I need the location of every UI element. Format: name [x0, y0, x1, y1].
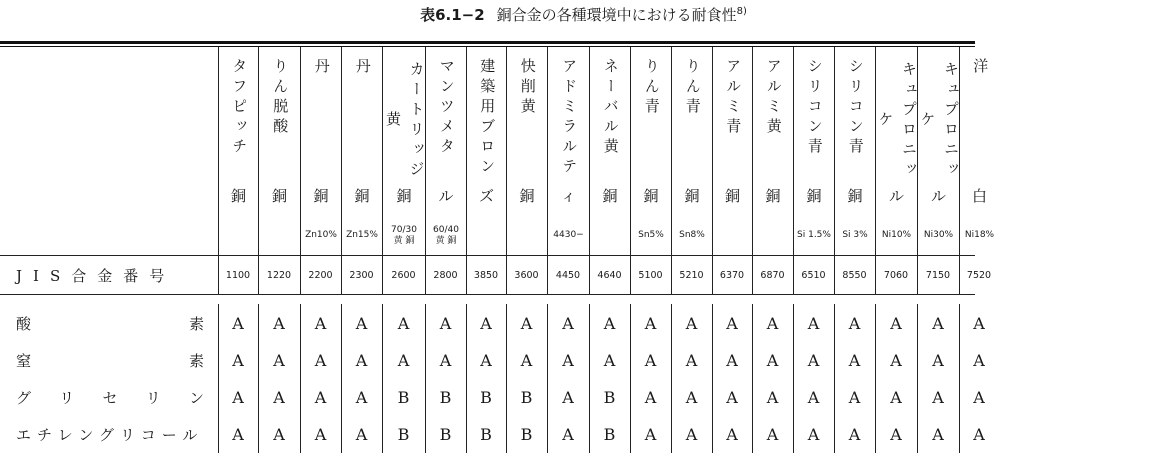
alloy-name-cell	[835, 47, 876, 208]
alloy-name-bottom: 銅	[519, 186, 535, 205]
rating-cell: A	[300, 342, 341, 379]
rating-cell: A	[630, 304, 671, 342]
alloy-name-top: アルミ青	[724, 58, 743, 138]
environment-label-part: リ	[145, 389, 161, 407]
jis-number: 3600	[506, 256, 547, 294]
environment-label	[0, 342, 218, 379]
jis-number: 5210	[671, 256, 712, 294]
rating-cell: A	[875, 379, 917, 416]
alloy-name-cell	[918, 47, 960, 208]
rating-cell: A	[218, 379, 258, 416]
rating-cell: A	[752, 416, 793, 453]
environment-label-part: 素	[188, 352, 204, 370]
rating-cell: A	[671, 416, 712, 453]
rating-cell: A	[382, 342, 425, 379]
alloy-name-top: りん青	[683, 58, 702, 118]
alloy-composition: Si 3%	[842, 230, 868, 240]
alloy-composition-cell	[259, 208, 301, 256]
environment-label	[0, 416, 218, 453]
alloy-name-top: シリコン青	[846, 58, 865, 158]
rating-cell: A	[917, 304, 959, 342]
rating-cell: A	[547, 304, 589, 342]
environment-label-part: 窒	[16, 352, 32, 370]
alloy-name-cell	[672, 47, 713, 208]
alloy-name-cell	[713, 47, 753, 208]
alloy-composition-cell	[219, 208, 259, 256]
rating-cell: A	[959, 304, 999, 342]
rating-cell: B	[466, 416, 506, 453]
header-label-cell	[0, 47, 219, 208]
alloy-name-top: アルミ黄	[764, 58, 783, 138]
rating-cell: B	[589, 416, 630, 453]
alloy-name-cell	[301, 47, 342, 208]
jis-number: 5100	[630, 256, 671, 294]
alloy-name-bottom: 銅	[724, 186, 740, 205]
alloy-name-bottom: 銅	[396, 186, 412, 205]
rating-cell: A	[793, 342, 834, 379]
alloy-name-bottom: 銅	[230, 186, 246, 205]
alloy-name-bottom: 白	[971, 186, 987, 205]
rating-cell: A	[712, 304, 752, 342]
alloy-name-cell	[590, 47, 631, 208]
alloy-name-cell	[794, 47, 835, 208]
alloy-name-bottom: 銅	[602, 186, 618, 205]
rating-cell: A	[466, 342, 506, 379]
environment-label-part: エチレングリコール	[16, 426, 204, 444]
alloy-composition-cell	[590, 208, 631, 256]
rating-cell: A	[834, 379, 875, 416]
alloy-name-bottom: ル	[438, 186, 454, 205]
alloy-composition: Ni18%	[964, 230, 995, 240]
alloy-name-top: りん青	[642, 58, 661, 118]
rating-cell: A	[341, 416, 382, 453]
rating-cell: A	[671, 342, 712, 379]
rating-cell: A	[341, 342, 382, 379]
alloy-composition-cell	[918, 208, 960, 256]
jis-label: JIS合金番号	[16, 266, 176, 285]
rating-cell: A	[547, 379, 589, 416]
alloy-name-cell	[426, 47, 467, 208]
jis-number: 4450	[547, 256, 589, 294]
rating-cell: A	[218, 304, 258, 342]
environment-label	[0, 304, 218, 342]
jis-number: 7150	[917, 256, 959, 294]
rating-cell: A	[712, 342, 752, 379]
alloy-composition: Si 1.5%	[797, 230, 831, 240]
jis-number: 3850	[466, 256, 506, 294]
alloy-name-top: 丹	[312, 58, 331, 78]
alloy-composition-cell	[548, 208, 590, 256]
alloy-composition-cell	[960, 208, 1000, 256]
alloy-name-bottom: 銅	[313, 186, 329, 205]
jis-row	[0, 256, 999, 294]
rating-cell: B	[589, 379, 630, 416]
rating-cell: A	[671, 304, 712, 342]
rating-cell: A	[793, 416, 834, 453]
alloy-header	[0, 47, 999, 256]
alloy-name-top: 快削黄	[518, 58, 537, 118]
rating-cell: A	[589, 342, 630, 379]
alloy-composition-cell	[876, 208, 918, 256]
alloy-name-top: 洋	[971, 58, 990, 78]
rating-cell: A	[671, 379, 712, 416]
rating-cell: A	[382, 304, 425, 342]
jis-number: 6870	[752, 256, 793, 294]
rating-cell: A	[917, 416, 959, 453]
corrosion-table-body	[0, 304, 999, 453]
rating-cell: B	[506, 416, 547, 453]
alloy-name-bottom: 銅	[765, 186, 781, 205]
rating-cell: A	[752, 304, 793, 342]
table-row	[0, 416, 999, 453]
environment-label	[0, 379, 218, 416]
rating-cell: A	[341, 304, 382, 342]
rating-cell: A	[506, 304, 547, 342]
rating-cell: A	[258, 416, 300, 453]
alloy-name-bottom: ィ	[560, 186, 576, 205]
alloy-name-bottom: 銅	[806, 186, 822, 205]
alloy-composition: Sn5%	[638, 230, 664, 240]
rating-cell: A	[218, 342, 258, 379]
reference-mark: 8)	[736, 6, 747, 17]
jis-number: 7520	[959, 256, 999, 294]
alloy-name-top: 丹	[353, 58, 372, 78]
alloy-composition: 黄 銅	[393, 236, 415, 246]
rating-cell: A	[466, 304, 506, 342]
alloy-name-cell	[960, 47, 1000, 208]
rating-cell: A	[959, 416, 999, 453]
rating-cell: B	[506, 379, 547, 416]
rating-cell: A	[752, 342, 793, 379]
environment-label-part: セ	[102, 389, 118, 407]
rating-cell: A	[300, 379, 341, 416]
rating-cell: A	[959, 379, 999, 416]
table-row	[0, 342, 999, 379]
table-row	[0, 379, 999, 416]
rating-cell: A	[793, 379, 834, 416]
jis-number: 1100	[218, 256, 258, 294]
rating-cell: A	[300, 304, 341, 342]
alloy-composition-cell	[631, 208, 672, 256]
rating-cell: A	[218, 416, 258, 453]
alloy-name-cell	[507, 47, 548, 208]
rating-cell: B	[425, 416, 466, 453]
jis-number: 6370	[712, 256, 752, 294]
rating-cell: B	[425, 379, 466, 416]
alloy-name-top: カートリッジ黄	[384, 61, 426, 182]
alloy-name-bottom: 銅	[354, 186, 370, 205]
alloy-name-cell	[467, 47, 507, 208]
rating-cell: A	[341, 379, 382, 416]
environment-label-part: リ	[59, 389, 75, 407]
alloy-name-bottom: 銅	[847, 186, 863, 205]
jis-number: 2600	[382, 256, 425, 294]
rating-cell: A	[547, 416, 589, 453]
rating-cell: A	[834, 304, 875, 342]
environment-label-part: グ	[16, 389, 32, 407]
rating-cell: A	[875, 304, 917, 342]
rating-cell: A	[712, 379, 752, 416]
environment-label-part: ン	[188, 389, 204, 407]
jis-number: 8550	[834, 256, 875, 294]
alloy-name-bottom: ル	[888, 186, 904, 205]
environment-label-part: 酸	[16, 314, 32, 333]
alloy-composition: Ni30%	[923, 230, 954, 240]
alloy-name-top: 建築用ブロン	[478, 58, 497, 178]
environment-label-part: 素	[188, 314, 204, 333]
top-rule-thick	[0, 41, 975, 44]
alloy-name-cell	[631, 47, 672, 208]
alloy-name-top: マンツメタ	[437, 58, 456, 158]
alloy-name-top: りん脱酸	[271, 58, 290, 138]
alloy-name-cell	[753, 47, 794, 208]
alloy-name-bottom: 銅	[271, 186, 287, 205]
alloy-name-top: キュプロニッケ	[918, 61, 960, 182]
rating-cell: A	[834, 416, 875, 453]
rating-cell: B	[382, 379, 425, 416]
alloy-composition: Sn8%	[679, 230, 705, 240]
rating-cell: A	[712, 416, 752, 453]
rating-cell: A	[547, 342, 589, 379]
rating-cell: A	[630, 342, 671, 379]
rating-cell: A	[917, 342, 959, 379]
rating-cell: A	[258, 304, 300, 342]
alloy-name-cell	[876, 47, 918, 208]
jis-number: 1220	[258, 256, 300, 294]
alloy-name-top: ネーバル黄	[601, 58, 620, 158]
jis-number: 6510	[793, 256, 834, 294]
alloy-composition: 黄 銅	[435, 236, 457, 246]
alloy-composition-cell	[301, 208, 342, 256]
alloy-composition: Zn15%	[346, 230, 378, 240]
alloy-name-bottom: ズ	[478, 186, 494, 205]
table-row	[0, 304, 999, 342]
rating-cell: A	[875, 342, 917, 379]
rating-cell: A	[425, 304, 466, 342]
alloy-name-cell	[219, 47, 259, 208]
rating-cell: A	[917, 379, 959, 416]
rating-cell: A	[258, 379, 300, 416]
rating-cell: B	[466, 379, 506, 416]
alloy-composition-cell	[507, 208, 548, 256]
header-label-cell-comp	[0, 208, 219, 256]
body-rule	[0, 294, 975, 295]
alloy-name-top: シリコン青	[805, 58, 824, 158]
alloy-composition-cell	[467, 208, 507, 256]
alloy-composition: Ni10%	[881, 230, 912, 240]
table-caption: 銅合金の各種環境中における耐食性	[496, 6, 737, 24]
alloy-composition-cell	[672, 208, 713, 256]
alloy-name-top: タフピッチ	[230, 58, 249, 158]
jis-number: 2800	[425, 256, 466, 294]
alloy-composition-cell	[342, 208, 383, 256]
rating-cell: B	[382, 416, 425, 453]
rating-cell: A	[752, 379, 793, 416]
alloy-name-bottom: 銅	[643, 186, 659, 205]
rating-cell: A	[506, 342, 547, 379]
alloy-composition: 60/40	[433, 225, 459, 235]
alloy-composition-cell	[426, 208, 467, 256]
rating-cell: A	[959, 342, 999, 379]
alloy-name-cell	[548, 47, 590, 208]
alloy-name-top: キュプロニッケ	[876, 61, 918, 182]
jis-number: 7060	[875, 256, 917, 294]
alloy-name-top: アドミラルテ	[560, 58, 579, 178]
rating-cell: A	[589, 304, 630, 342]
table-number: 表6.1−2	[420, 6, 485, 24]
alloy-name-cell	[259, 47, 301, 208]
alloy-composition-cell	[383, 208, 426, 256]
rating-cell: A	[834, 342, 875, 379]
rating-cell: A	[425, 342, 466, 379]
jis-number: 4640	[589, 256, 630, 294]
alloy-composition-cell	[794, 208, 835, 256]
alloy-name-cell	[383, 47, 426, 208]
alloy-composition: Zn10%	[305, 230, 337, 240]
rating-cell: A	[793, 304, 834, 342]
alloy-composition-cell	[713, 208, 753, 256]
alloy-composition-cell	[753, 208, 794, 256]
alloy-name-bottom: ル	[930, 186, 946, 205]
rating-cell: A	[258, 342, 300, 379]
alloy-composition-cell	[835, 208, 876, 256]
rating-cell: A	[630, 416, 671, 453]
alloy-name-cell	[342, 47, 383, 208]
jis-number: 2300	[341, 256, 382, 294]
rating-cell: A	[630, 379, 671, 416]
alloy-name-bottom: 銅	[684, 186, 700, 205]
rating-cell: A	[875, 416, 917, 453]
alloy-composition: 70/30	[391, 225, 417, 235]
jis-number: 2200	[300, 256, 341, 294]
alloy-composition: 4430−	[553, 230, 584, 240]
table-title	[0, 4, 1167, 25]
rating-cell: A	[300, 416, 341, 453]
